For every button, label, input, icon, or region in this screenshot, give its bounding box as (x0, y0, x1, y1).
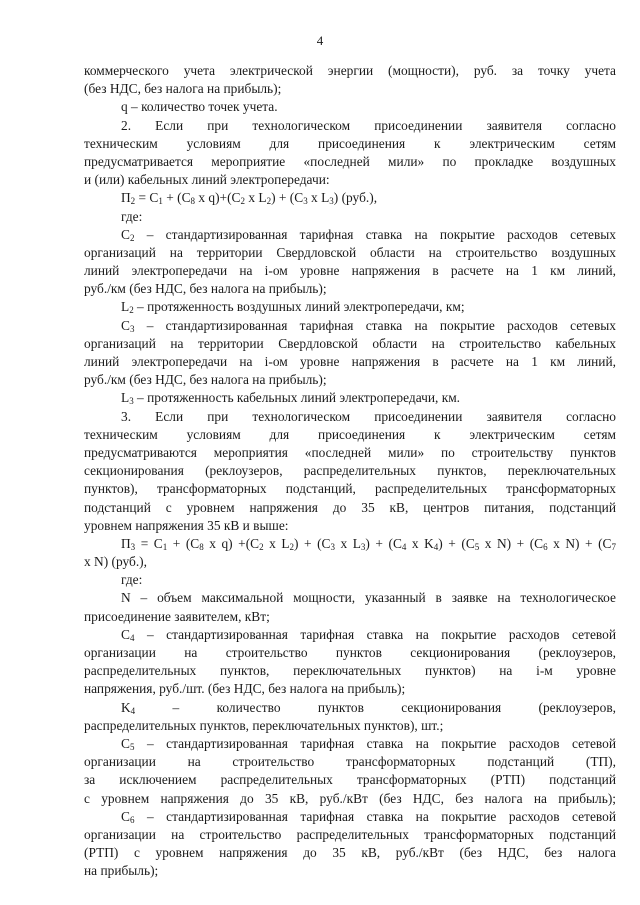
text-line: предусматривается мероприятие «последней мили» по прокладке воздушных (84, 153, 616, 169)
formula-p3-cont: x N) (руб.), (84, 554, 147, 570)
text-line: 3. Если при технологическом присоединении заявителя согласно (121, 408, 616, 424)
text-line: присоединение заявителем, кВт; (84, 608, 270, 624)
text-line: руб./км (без НДС, без налога на прибыль); (84, 372, 327, 388)
text-line: $L_3$ – протяженность кабельных линий электропередачи, км. (121, 390, 461, 407)
text-line: (РТП) с уровнем напряжения до 35 кВ, руб./кВт (без НДС, без налога (84, 845, 616, 861)
text-line: подстанций с уровнем напряжения до 35 кВ, центров питания, подстанций (84, 499, 616, 515)
text-line: (без НДС, без налога на прибыль); (84, 81, 282, 97)
text-line: линий электропередачи на i-ом уровне напряжения в расчете на 1 км линий, (84, 263, 616, 279)
text-line: коммерческого учета электрической энергии (мощности), руб. за точку учета (84, 63, 616, 78)
text-line: где: (121, 572, 143, 588)
text-line: распределительных пунктов, переключательных пунктов), шт.; (84, 717, 444, 733)
text-line: руб./км (без НДС, без налога на прибыль); (84, 281, 327, 297)
text-line: уровнем напряжения 35 кВ и выше: (84, 517, 289, 533)
text-line: с уровнем напряжения до 35 кВ, руб./кВт (без НДС, без налога на прибыль); (84, 790, 616, 806)
text-line: предусматриваются мероприятия «последней мили» по строительству пунктов (84, 444, 616, 460)
text-line: за исключением распределительных трансформаторных (РТП) подстанций (84, 772, 616, 788)
text-line: $L_2$ – протяженность воздушных линий электропередачи, км; (121, 299, 465, 316)
text-line: распределительных пунктов, переключательных пунктов) на i-м уровне (84, 663, 616, 679)
text-line: q – количество точек учета. (121, 99, 278, 115)
text-line: организаций на территории Свердловской области на строительство воздушных (84, 244, 616, 260)
text-line: $C_5$ – стандартизированная тарифная ставка на покрытие расходов сетевой (121, 735, 616, 752)
text-line: организации на строительство пунктов секционирования (реклоузеров, (84, 645, 616, 660)
text-line: организации на строительство трансформаторных подстанций (ТП), (84, 754, 616, 770)
text-line: организаций на территории Свердловской области на строительство кабельных (84, 335, 616, 351)
text-line: N – объем максимальной мощности, указанный в заявке на технологическое (121, 590, 616, 606)
text-line: $C_4$ – стандартизированная тарифная ставка на покрытие расходов сетевой (121, 626, 616, 643)
formula-p3: $П_3 = C_1 + (C_8$ x $q) +(C_2$ x $L_2) + (C_3$ x $L_3) + (C_4$ x $K_4) + (C_5$ x $N) + (C_6$ x $N) + (C_7$ (121, 535, 616, 552)
text-line: напряжения, руб./шт. (без НДС, без налога на прибыль); (84, 681, 406, 697)
text-line: секционирования (реклоузеров, распределительных пунктов, переключательных (84, 463, 616, 479)
page-number: 4 (316, 33, 324, 48)
text-line: и (или) кабельных линий электропередачи: (84, 172, 330, 188)
text-line: техническим условиям для присоединения к электрическим сетям (84, 135, 616, 151)
text-line: организации на строительство распределительных трансформаторных подстанций (84, 826, 616, 842)
text-line: 2. Если при технологическом присоединении заявителя согласно (121, 117, 616, 133)
text-line: $C_2$ – стандартизированная тарифная ставка на покрытие расходов сетевых (121, 226, 616, 243)
text-line: $K_4$ – количество пунктов секционирования (реклоузеров, (121, 699, 616, 716)
document-body (84, 62, 616, 880)
text-line: $C_6$ – стандартизированная тарифная ставка на покрытие расходов сетевой (121, 808, 616, 825)
text-line: пунктов), трансформаторных подстанций, распределительных трансформаторных (84, 481, 616, 497)
text-line: техническим условиям для присоединения к электрическим сетям (84, 426, 616, 442)
text-line: где: (121, 208, 143, 224)
text-line: $C_3$ – стандартизированная тарифная ставка на покрытие расходов сетевых (121, 317, 616, 334)
text-line: на прибыль); (84, 863, 159, 879)
formula-p2: $П_2 = C_1 + (C_8$ x $q)+(C_2$ x $L_2) + (C_3$ x $L_3$) (руб.), (121, 190, 378, 207)
text-line: линий электропередачи на i-ом уровне напряжения в расчете на 1 км линий, (84, 354, 616, 369)
